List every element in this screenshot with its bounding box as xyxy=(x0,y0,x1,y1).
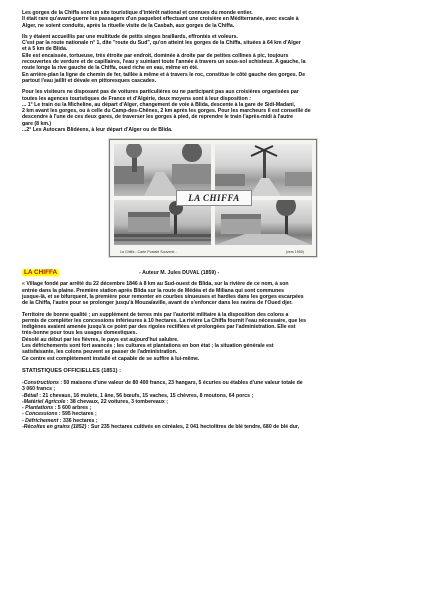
stat-text: : 50 maisons d'une valeur de 80 400 francs, 23 hangars, 5 écuries ou étables d'une valeur totale de xyxy=(58,379,303,386)
text-line: ... 1° Le train ou la Micheline, au départ d'Alger, changement de voie à Blida, descente à la gare de Sidi-Madani, xyxy=(22,101,296,108)
postcard-date: (vers 1950) xyxy=(285,250,304,255)
stat-label: - Défrichement xyxy=(22,417,59,424)
stat-text: 3 060 francs ; xyxy=(22,386,56,393)
stats-list xyxy=(22,380,404,430)
intro-paragraph-2 xyxy=(22,34,404,84)
stat-label: -Bétail xyxy=(22,392,38,399)
text-line: 2 km avant les gorges, ou à celle du Camp-des-Chênes, 2 km après les gorges. Pour les marcheurs il est conseillé de xyxy=(22,108,311,115)
text-line: Ils y étaient accueillis par une multitude de petits singes braillards, effrontés et voleurs. xyxy=(22,33,238,40)
text-line: Il était rare qu'avant-guerre les passagers d'un paquebot effectuant une croisière en Méditerranée, avec escale à xyxy=(22,16,299,23)
document-page xyxy=(22,10,404,430)
intro-paragraph-3 xyxy=(22,89,404,133)
stat-text: : 38 chevaux, 22 voitures, 3 tombereaux ; xyxy=(65,398,168,405)
text-line: gare (8 km.) xyxy=(22,120,52,127)
stat-label: - Concessions xyxy=(22,411,58,418)
text-line: « Village fondé par arrêté du 22 décembre 1846 à 8 km au Sud-ouest de Blida, sur la rivière de ce nom, à son xyxy=(22,281,289,288)
text-line: Les défrichements sont fort avancés ; les cultures et plantations en bon état ; la situation générale est xyxy=(22,343,274,350)
text-line: toutes les agences touristiques de France et d'Algérie, deux moyens sont à leur disposition : xyxy=(22,95,251,102)
text-line: route longe la rive gauche de la Chiffa, oued riche en eau, même en été. xyxy=(22,65,199,72)
body-paragraph-1 xyxy=(22,281,404,306)
text-line: C'est par la route nationale n° 1, dite "route du Sud", qu'on atteint les gorges de la Chiffa, situées à 64 km d'Alger xyxy=(22,40,301,47)
text-line: indigènes avaient amenée jusqu'à ce point par des rigoles rectifiées et prolongées par l'administration. Elle est xyxy=(22,324,296,331)
postcard-photo-square xyxy=(215,200,312,245)
text-line: permis de compléter les concessions inférieures à 10 hectares. La rivière La Chiffa fournit l'eau nécessaire, que les xyxy=(22,317,307,324)
text-line: Désolé au début par les fièvres, le pays est aujourd'hui salubre. xyxy=(22,336,179,343)
text-line: descendre à l'une de ces deux gares, de traverser les gorges à pied, de reprendre le train l'après-midi à l'autre xyxy=(22,114,293,121)
stat-label: -Matériel Agricole xyxy=(22,398,66,405)
intro-paragraph-1 xyxy=(22,10,404,29)
stat-text: : 595 hectares ; xyxy=(57,411,97,418)
text-line: Les gorges de la Chiffa sont un site touristique d'intérêt national et connues du monde entier. xyxy=(22,10,253,16)
stat-text: : 336 hectares ; xyxy=(58,417,98,424)
postcard-caption: La Chiffa - Carte Postale Souvenir - xyxy=(120,250,177,255)
postcard-photo-village-street xyxy=(114,144,211,196)
stat-label: -Récoltes en grains (1852) xyxy=(22,423,87,430)
section-header xyxy=(22,269,404,276)
text-line: satisfaisante, les colons peuvent se passer de l'administration. xyxy=(22,349,178,356)
section-heading: LA CHIFFA xyxy=(24,269,58,277)
text-line: Alger, ne soient conduits, après la rituelle visite de la Casbah, aux gorges de la Chiffa. xyxy=(22,22,235,29)
text-line: En arrière-plan la ligne de chemin de fer, taillée à même et à travers le roc, constitue le côté gauche des gorges. De xyxy=(22,71,306,78)
stat-text: : 21 chevaux, 16 mulets, 1 âne, 56 bœufs, 15 vaches, 15 chèvres, 8 moutons, 64 porcs ; xyxy=(37,392,254,399)
text-line: très-bonne pour tous les usages domestiques. xyxy=(22,330,138,337)
postcard-title-banner: LA CHIFFA xyxy=(176,190,252,206)
stat-text: : Sur 235 hectares cultivés en céréales, 2 041 hectolitres de blé tendre, 680 de blé dur, xyxy=(86,423,300,430)
text-line: entrée dans la plaine. Première station après Blida sur la route de Médéa et de Miliana qui sont communes xyxy=(22,287,285,294)
stat-item xyxy=(22,424,404,430)
stat-text: : 5 600 arbres ; xyxy=(53,405,92,412)
text-line: Territoire de bonne qualité ; un supplément de terres mis par l'autorité militaire à la disposition des colons a xyxy=(22,311,289,318)
body-paragraph-2 xyxy=(22,312,404,362)
text-line: partout l'eau jaillit et dévale en pittoresques cascades. xyxy=(22,77,157,84)
text-line: Pour les visiteurs ne disposant pas de voitures particulières ou ne participant pas aux croisières organisées par xyxy=(22,89,299,96)
stat-label: -Constructions xyxy=(22,379,59,386)
author-line: - Auteur M. Jules DUVAL (1859) - xyxy=(139,270,220,277)
postcard-image xyxy=(109,139,317,257)
text-line: recouvertes de verdure et de capillaires, l'eau y suintant toute l'année à travers un sous-sol schisteux. A gauche, la xyxy=(22,59,306,66)
text-line: ...2° Les Autocars Blidéens, à leur départ d'Alger ou de Blida. xyxy=(22,127,173,134)
text-line: jusque-là, et se bifurquent, la première pour remonter en courbes sinueuses et hardies dans les gorges escarpées xyxy=(22,293,304,300)
postcard-photo-palm-avenue xyxy=(215,144,312,196)
postcard-photo-railway-station xyxy=(114,200,211,245)
stat-label: - Plantations xyxy=(22,405,54,412)
stats-title: STATISTIQUES OFFICIELLES (1851) : xyxy=(22,367,121,374)
text-line: et à 5 km de Blida. xyxy=(22,46,68,53)
text-line: Ce centre est complètement installé et capable de se suffire à lui-même. xyxy=(22,355,200,362)
text-line: Elle est encaissée, tortueuse, très étroite par endroit, dominée à droite par de petites collines à pic, toujours xyxy=(22,52,289,59)
text-line: de la Chiffa, l'autre pour se prolonger jusqu'à Mouzaïaville, avant de s'enfoncer dans les ravins de l'Oued djer. xyxy=(22,300,293,307)
